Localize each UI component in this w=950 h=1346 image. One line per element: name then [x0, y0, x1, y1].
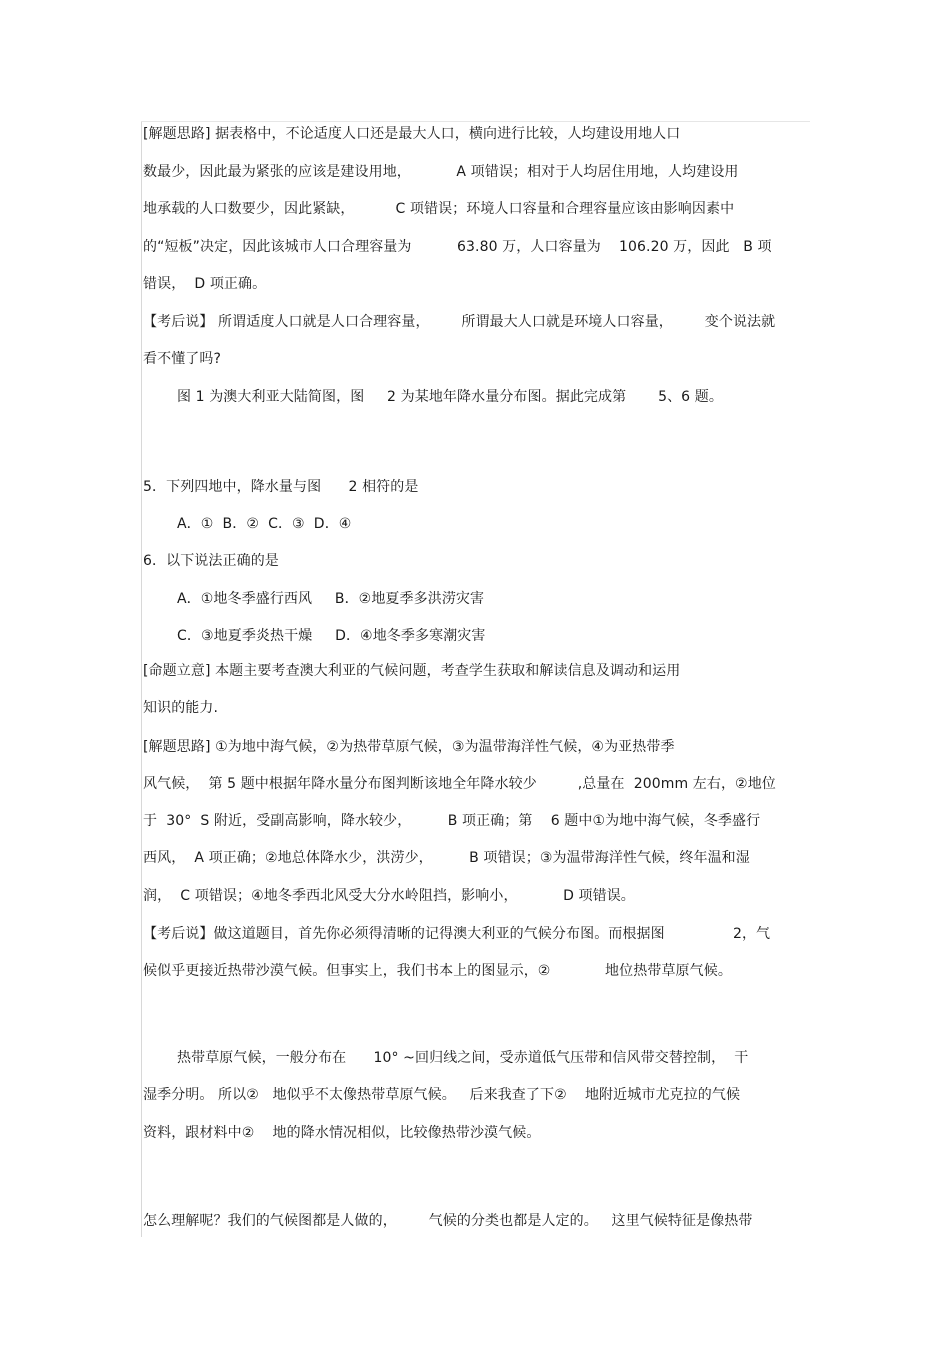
analysis2-line1: [解题思路] ①为地中海气候，②为热带草原气候，③为温带海洋性气候，④为亚热带季 — [143, 739, 675, 755]
analysis1-line2: 数最少，因此最为紧张的应该是建设用地， A 项错误；相对于人均居住用地，人均建设用 — [143, 164, 739, 180]
paragraph2-line1: 怎么理解呢？我们的气候图都是人做的， 气候的分类也都是人定的。 这里气候特征是像热带 — [143, 1213, 753, 1229]
analysis1-line4: 的“短板”决定，因此该城市人口合理容量为 63.80 万，人口容量为 106.20 万，因此 B 项 — [143, 239, 772, 255]
analysis2-line5: 润， C 项错误；④地冬季西北风受大分水岭阻挡，影响小， D 项错误。 — [143, 888, 635, 904]
afterword1-line2: 看不懂了吗? — [143, 351, 222, 367]
paragraph1-line3: 资料，跟材料中② 地的降水情况相似，比较像热带沙漠气候。 — [143, 1125, 541, 1141]
afterword2-line1: 【考后说】做这道题目，首先你必须得清晰的记得澳大利亚的气候分布图。而根据图 2，气 — [143, 926, 771, 942]
question5-options: A．① B．② C．③ D．④ — [177, 516, 352, 532]
analysis2-line2: 风气候， 第 5 题中根据年降水量分布图判断该地全年降水较少 ,总量在 200mm 左右，②地位 — [143, 776, 776, 792]
question6-options-cd: C．③地夏季炎热干燥 D．④地冬季多寒潮灾害 — [177, 628, 486, 644]
paragraph1-line1: 热带草原气候，一般分布在 10° ~回归线之间，受赤道低气压带和信风带交替控制， 干 — [177, 1050, 749, 1066]
intent-line1: [命题立意] 本题主要考查澳大利亚的气候问题，考查学生获取和解读信息及调动和运用 — [143, 663, 681, 679]
analysis2-line4: 西风， A 项正确；②地总体降水少，洪涝少， B 项错误；③为温带海洋性气候，终年温和湿 — [143, 850, 750, 866]
afterword1-line1: 【考后说】 所谓适度人口就是人口合理容量， 所谓最大人口就是环境人口容量， 变个说法就 — [143, 314, 776, 330]
analysis1-line5: 错误， D 项正确。 — [143, 276, 267, 292]
afterword2-line2: 候似乎更接近热带沙漠气候。但事实上，我们书本上的图显示，② 地位热带草原气候。 — [143, 963, 732, 979]
analysis1-line1: [解题思路] 据表格中，不论适度人口还是最大人口，横向进行比较，人均建设用地人口 — [143, 126, 681, 142]
top-rule — [141, 121, 810, 122]
paragraph1-line2: 湿季分明。 所以② 地似乎不太像热带草原气候。 后来我查了下② 地附近城市尤克拉的气候 — [143, 1087, 741, 1103]
question5-stem: 5．下列四地中，降水量与图 2 相符的是 — [143, 479, 419, 495]
analysis2-line3: 于 30° S 附近，受副高影响，降水较少， B 项正确；第 6 题中①为地中海气候，冬季盛行 — [143, 813, 761, 829]
question6-options-ab: A．①地冬季盛行西风 B．②地夏季多洪涝灾害 — [177, 591, 485, 607]
left-margin-rule — [141, 122, 142, 1237]
analysis1-line3: 地承载的人口数要少，因此紧缺， C 项错误；环境人口容量和合理容量应该由影响因素中 — [143, 201, 735, 217]
question-intro: 图 1 为澳大利亚大陆简图，图 2 为某地年降水量分布图。据此完成第 5、6 题。 — [177, 389, 723, 405]
intent-line2: 知识的能力. — [143, 700, 219, 716]
question6-stem: 6．以下说法正确的是 — [143, 553, 279, 569]
